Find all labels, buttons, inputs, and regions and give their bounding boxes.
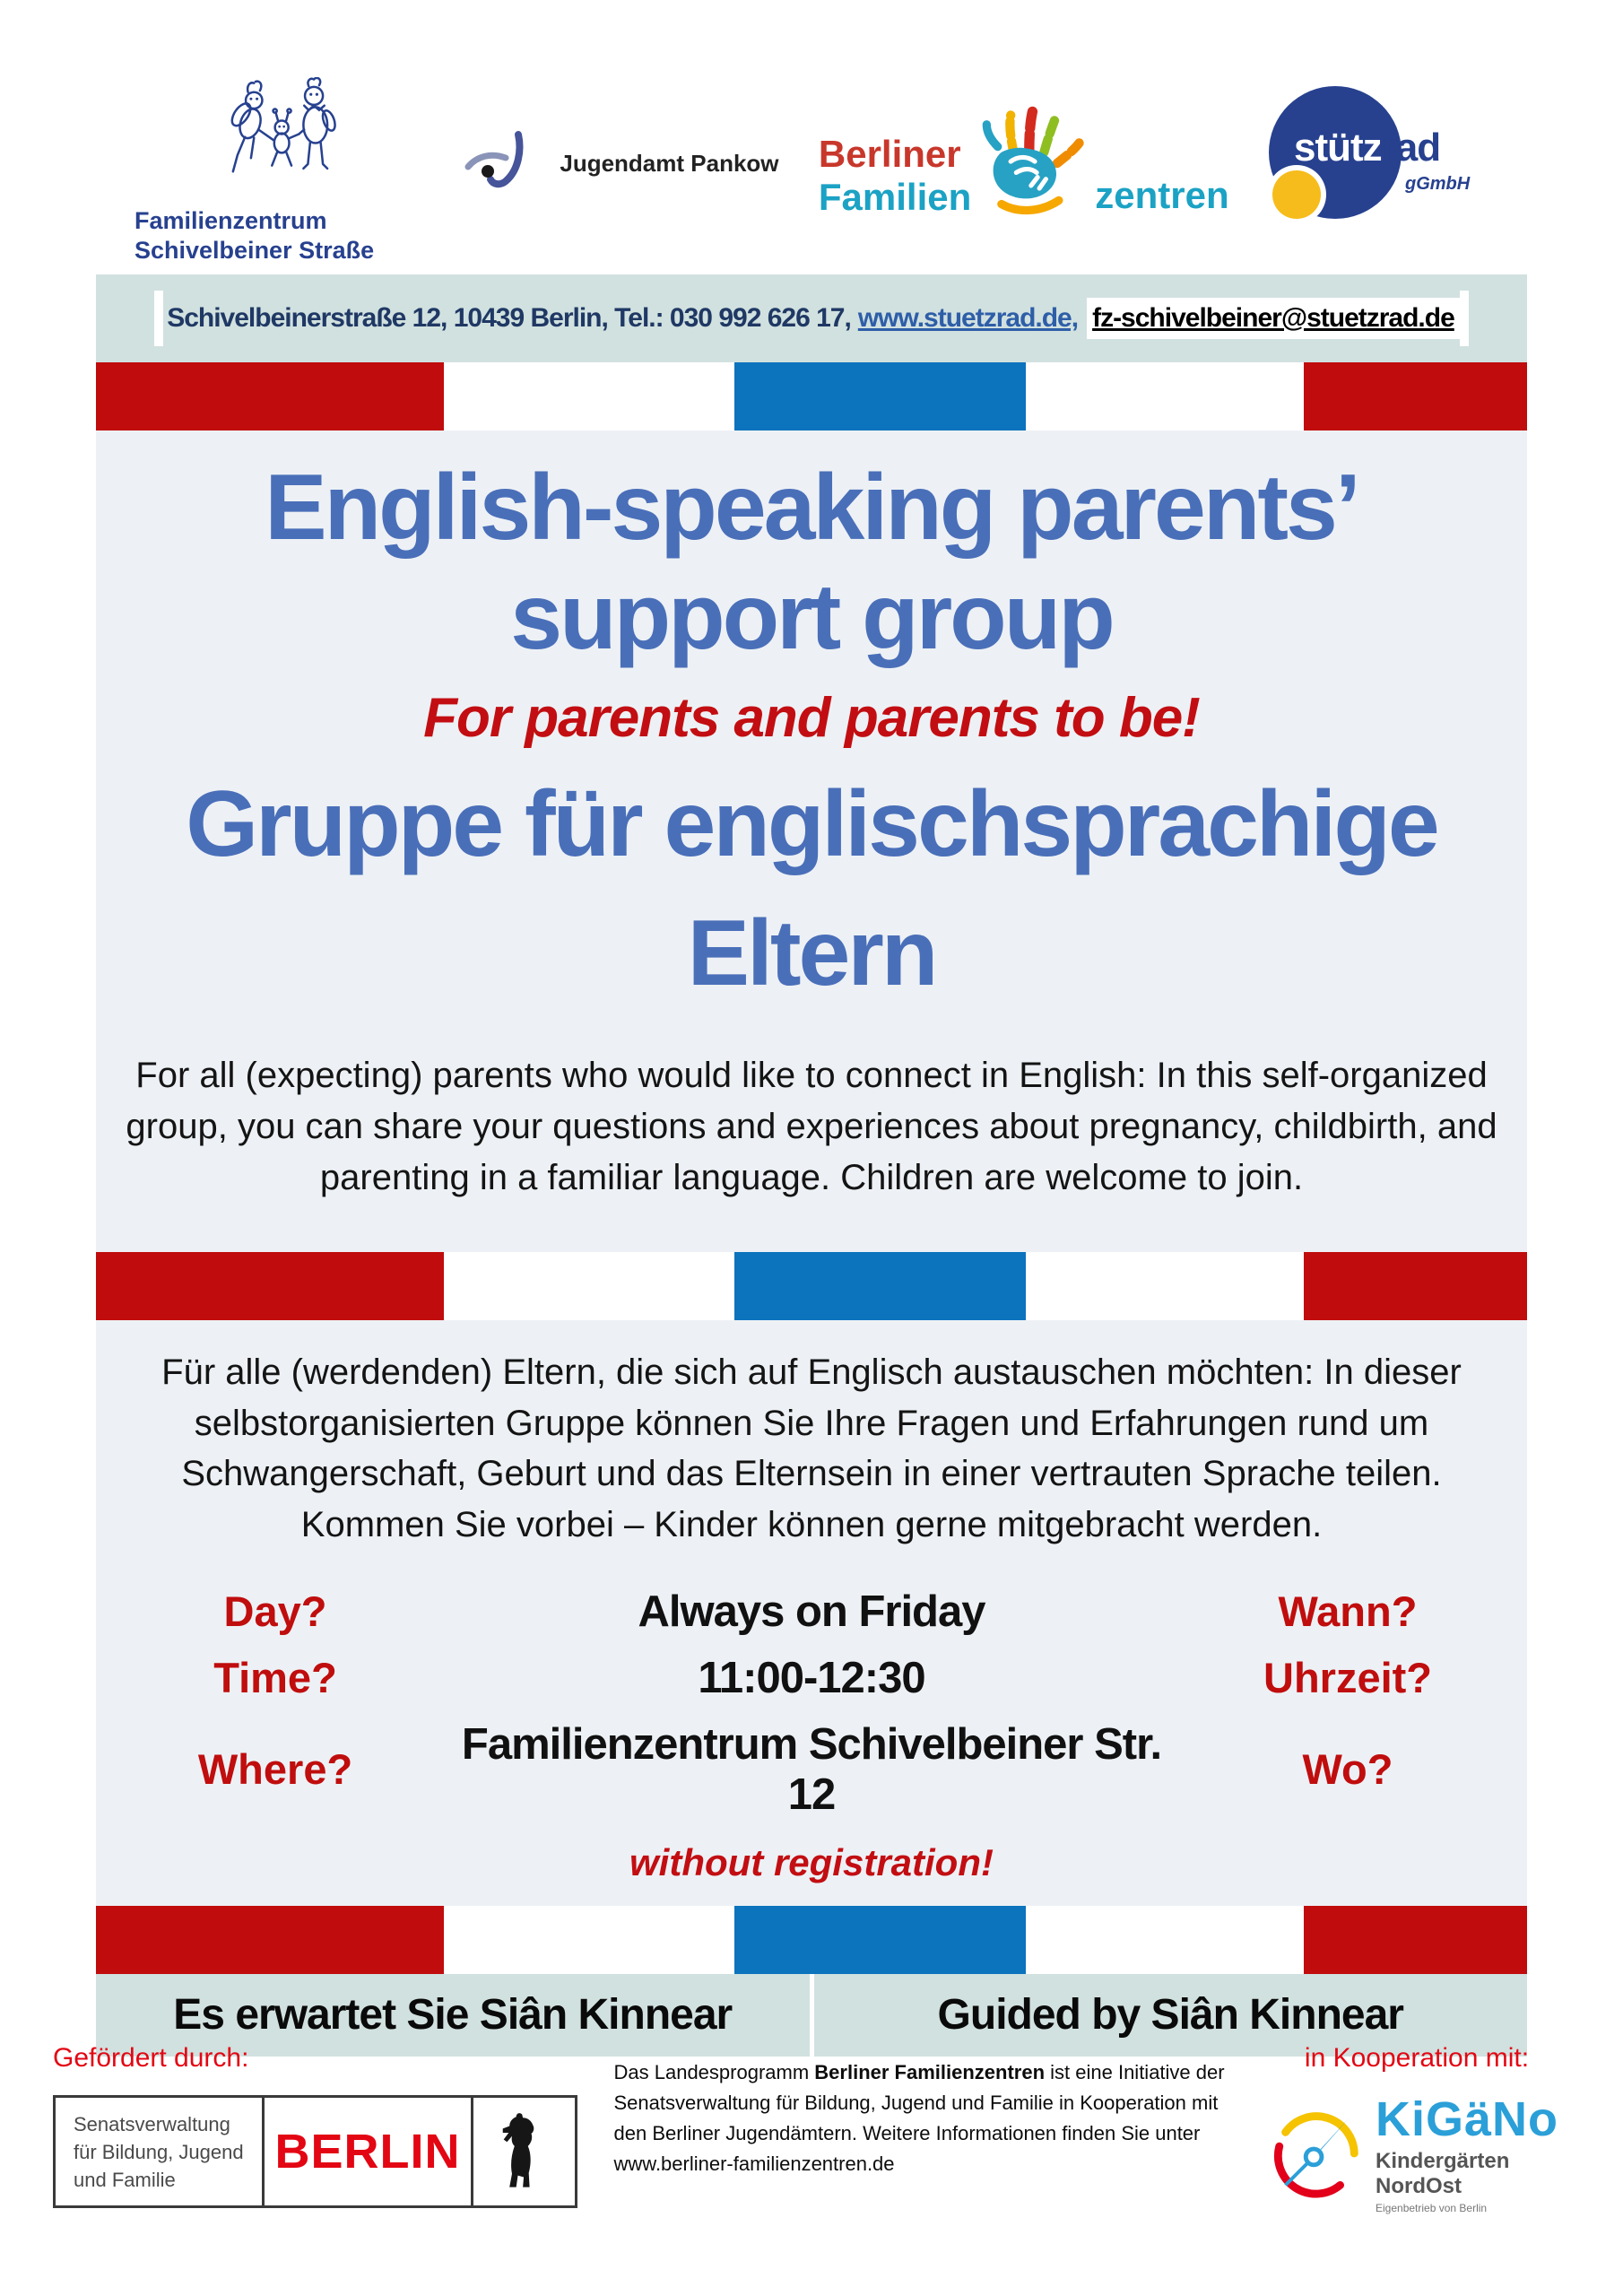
compass-icon [1264, 2100, 1370, 2206]
senate-department-label [56, 2098, 265, 2205]
stripe-white [444, 1906, 734, 1974]
title-english [96, 454, 1527, 672]
kigano-logo [1264, 2092, 1569, 2214]
stripe-divider-middle [96, 1252, 1527, 1320]
stripe-white [1026, 1906, 1304, 1974]
footer-funded-block [53, 2043, 591, 2214]
stripe-blue [734, 1906, 1027, 1974]
hero-section [96, 430, 1527, 1252]
info-label-wo: Wo? [1302, 1745, 1393, 1794]
hand-icon [968, 102, 1102, 217]
address-left-tick [154, 291, 163, 346]
info-value-where: Familienzentrum Schivelbeiner Str. 12 [461, 1719, 1162, 1819]
berlin-bear-icon [499, 2109, 550, 2195]
stripe-red [96, 1252, 444, 1320]
stripe-white [444, 362, 734, 430]
stuetzrad-ggmbh: gGmbH [1404, 174, 1471, 194]
senate-line3: und Familie [74, 2168, 176, 2191]
footer [53, 2043, 1569, 2214]
title-de-line1: Gruppe für englischsprachige [186, 772, 1437, 877]
cooperation-label: in Kooperation mit: [1304, 2043, 1530, 2073]
host-english: Guided by Siân Kinnear [814, 1974, 1528, 2057]
info-value-time: 11:00-12:30 [698, 1653, 925, 1702]
stripe-white [1026, 362, 1304, 430]
info-grid [96, 1587, 1527, 1820]
berlin-bear-cell [473, 2098, 575, 2205]
address-bar [96, 274, 1527, 362]
details-section [96, 1320, 1527, 1906]
kigano-tagline: Eigenbetrieb von Berlin [1376, 2202, 1488, 2214]
email-link[interactable]: fz-schivelbeiner@stuetzrad.de [1087, 298, 1460, 339]
stripe-blue [734, 1252, 1027, 1320]
bf-word-zentren: zentren [1095, 174, 1229, 216]
host-german: Es erwartet Sie Siân Kinnear [96, 1974, 810, 2057]
stuetzrad-word-rad: rad [1381, 126, 1441, 170]
logo-familienzentrum [135, 77, 421, 265]
program-text-post: ist eine Initiative der Senatsverwaltung für Bildung, Jugend und Familie in Kooperation mit den Berliner Jugendämtern. Weitere Informationen finden Sie unter www.berliner-familienzentren.de [613, 2061, 1225, 2175]
stripe-red [96, 1906, 444, 1974]
address-text: Schivelbeinerstraße 12, 10439 Berlin, Tel.: 030 992 626 17, [167, 303, 851, 333]
program-description [614, 2057, 1242, 2214]
program-text-bold: Berliner Familienzentren [814, 2061, 1046, 2083]
title-line2: support group [510, 564, 1113, 669]
logo-stuetzrad [1269, 86, 1497, 243]
subtitle-english: For parents and parents to be! [423, 687, 1200, 750]
logo-berliner-familienzentren [819, 102, 1229, 219]
stuetzrad-word-stutz: stütz [1293, 126, 1382, 170]
footer-cooperation-block [1264, 2043, 1569, 2214]
title-german [96, 761, 1527, 1018]
logo-jugendamt-pankow [461, 129, 778, 197]
familienzentrum-line1: Familienzentrum [135, 207, 327, 234]
kigano-name: KiGäNo [1376, 2092, 1559, 2146]
funded-by-label: Gefördert durch: [53, 2043, 249, 2073]
familienzentrum-label [135, 206, 421, 265]
info-label-uhrzeit: Uhrzeit? [1263, 1654, 1432, 1702]
stripe-red [1304, 362, 1527, 430]
stuetzrad-yellow-dot [1272, 170, 1321, 219]
stripe-white [1026, 1252, 1304, 1320]
paragraph-english: For all (expecting) parents who would like to connect in English: In this self-organized group, you can share your questions and experiences about pregnancy, childbirth, and parenting in a familiar language. Children are welcome to join. [126, 1056, 1497, 1197]
program-text-pre: Das Landesprogramm [613, 2061, 815, 2083]
info-label-time: Time? [213, 1654, 337, 1702]
stuetzrad-website-link[interactable]: www.stuetzrad.de, [857, 303, 1079, 333]
bf-word-berliner: Berliner [818, 133, 961, 175]
paragraph-german: Für alle (werdenden) Eltern, die sich auf Englisch austauschen möchten: In dieser selbstorganisierten Gruppe können Sie Ihre Fragen und Erfahrungen rund um Schwangerschaft, Geburt und das Elternsein in einer vertrauten Sprache teilen. Kommen Sie vorbei – Kinder können gerne mitgebracht werden. [161, 1352, 1462, 1545]
stripe-blue [734, 362, 1027, 430]
kigano-subtitle: Kindergärten NordOst [1376, 2149, 1510, 2198]
bf-word-familien: Familien [818, 176, 972, 218]
jugendamt-label: Jugendamt Pankow [560, 149, 779, 177]
berlin-senate-logo [53, 2095, 577, 2208]
address-right-tick [1460, 291, 1469, 346]
senate-line2: für Bildung, Jugend [74, 2140, 244, 2163]
stripe-red [1304, 1252, 1527, 1320]
stripe-divider-bottom [96, 1906, 1527, 1974]
family-bugs-illustration [188, 77, 386, 204]
stripe-red [1304, 1906, 1527, 1974]
title-line1: English-speaking parents’ [265, 456, 1358, 560]
familienzentrum-line2: Schivelbeiner Straße [135, 237, 375, 264]
senate-line1: Senatsverwaltung [74, 2112, 230, 2135]
logo-row [135, 0, 1497, 262]
title-de-line2: Eltern [687, 900, 936, 1005]
registration-note: without registration! [629, 1840, 994, 1883]
berlin-wordmark: BERLIN [265, 2098, 473, 2205]
info-label-where: Where? [197, 1745, 353, 1794]
info-label-day: Day? [223, 1587, 327, 1636]
info-value-day: Always on Friday [638, 1587, 985, 1636]
info-label-wann: Wann? [1278, 1587, 1418, 1636]
eye-swoosh-icon [461, 129, 547, 197]
stripe-white [444, 1252, 734, 1320]
stripe-divider-top [96, 362, 1527, 430]
stripe-red [96, 362, 444, 430]
